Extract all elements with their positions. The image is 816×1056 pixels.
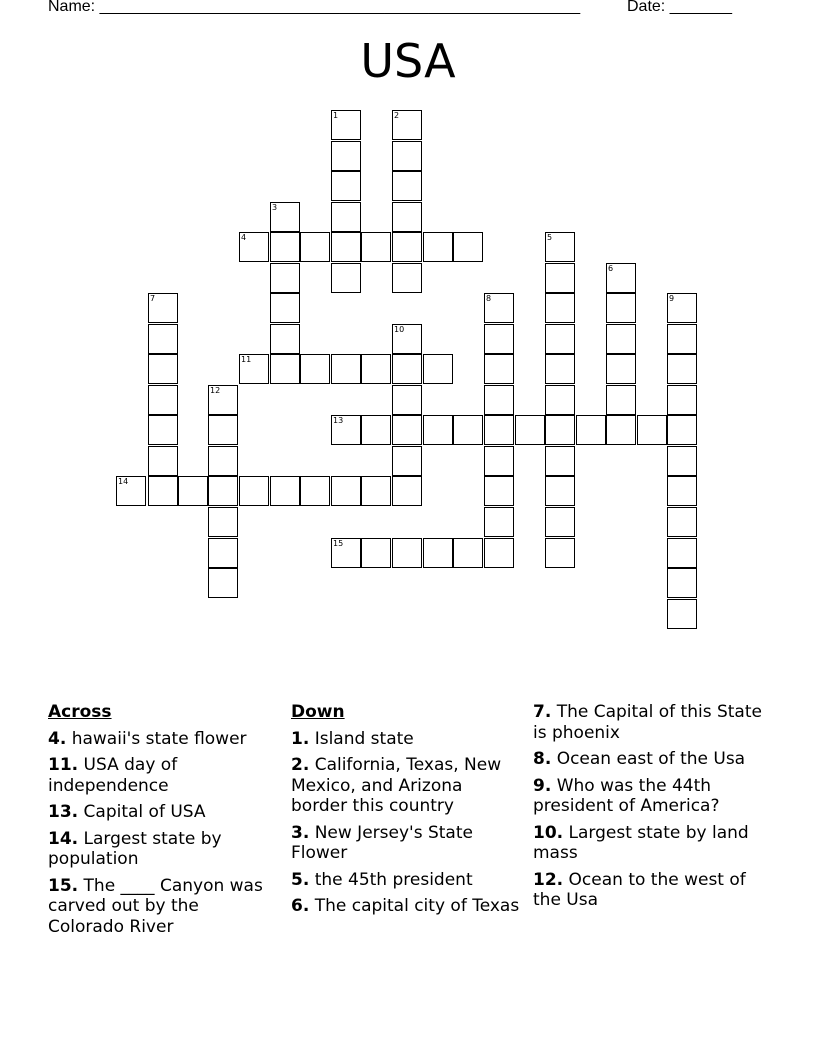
clue-text: Who was the 44th president of America?: [533, 775, 720, 816]
grid-cell[interactable]: [392, 385, 422, 415]
grid-cell[interactable]: [270, 293, 300, 323]
grid-cell[interactable]: [545, 354, 575, 384]
grid-cell[interactable]: [667, 354, 697, 384]
grid-cell[interactable]: [270, 202, 300, 232]
grid-cell[interactable]: [392, 263, 422, 293]
clue-text: Ocean east of the Usa: [556, 749, 746, 769]
clue-text: Largest state by population: [48, 828, 222, 869]
grid-cell[interactable]: [484, 293, 514, 323]
grid-cell[interactable]: [148, 476, 178, 506]
grid-cell[interactable]: [545, 538, 575, 568]
clue-text: The Capital of this State is phoenix: [533, 702, 762, 743]
clue-text: California, Texas, New Mexico, and Arizona border this country: [291, 755, 502, 816]
grid-cell[interactable]: [667, 476, 697, 506]
grid-cell[interactable]: [606, 385, 636, 415]
grid-cell[interactable]: [606, 415, 636, 445]
cell-number: 10: [394, 325, 405, 334]
cell-number: 4: [241, 233, 247, 242]
grid-cell[interactable]: [606, 324, 636, 354]
grid-cell[interactable]: [148, 354, 178, 384]
cell-number: 15: [333, 539, 344, 548]
clue-item: [48, 829, 278, 870]
cell-number: 5: [547, 233, 553, 242]
grid-cell[interactable]: [606, 293, 636, 323]
date-field-label: Date: _______: [627, 0, 732, 15]
grid-cell[interactable]: [576, 415, 606, 445]
grid-cell[interactable]: [239, 354, 269, 384]
grid-cell[interactable]: [148, 324, 178, 354]
down-clues-column: [291, 702, 521, 923]
grid-cell[interactable]: [545, 232, 575, 262]
cell-number: 11: [241, 355, 252, 364]
grid-cell[interactable]: [331, 476, 361, 506]
clue-number: 2.: [291, 755, 310, 775]
cell-number: 3: [272, 203, 278, 212]
grid-cell[interactable]: [453, 415, 483, 445]
grid-cell[interactable]: [270, 263, 300, 293]
clue-text: Ocean to the west of the Usa: [533, 869, 746, 910]
clue-item: [48, 802, 278, 823]
grid-cell[interactable]: [331, 538, 361, 568]
clue-text: Capital of USA: [83, 802, 206, 822]
clue-number: 3.: [291, 822, 310, 843]
grid-cell[interactable]: [208, 568, 238, 598]
clue-item: [291, 823, 521, 864]
grid-cell[interactable]: [270, 324, 300, 354]
grid-cell[interactable]: [331, 263, 361, 293]
grid-cell[interactable]: [667, 568, 697, 598]
grid-cell[interactable]: [361, 415, 391, 445]
clue-number: 8.: [533, 749, 552, 769]
cell-number: 13: [333, 416, 344, 425]
clue-number: 1.: [291, 728, 310, 749]
grid-cell[interactable]: [331, 232, 361, 262]
down-heading: Down: [291, 702, 345, 722]
grid-cell[interactable]: [667, 599, 697, 629]
grid-cell[interactable]: [545, 263, 575, 293]
grid-cell[interactable]: [300, 476, 330, 506]
grid-cell[interactable]: [667, 293, 697, 323]
grid-cell[interactable]: [423, 354, 453, 384]
grid-cell[interactable]: [484, 446, 514, 476]
grid-cell[interactable]: [484, 507, 514, 537]
grid-cell[interactable]: [667, 324, 697, 354]
grid-cell[interactable]: [331, 354, 361, 384]
grid-cell[interactable]: [148, 385, 178, 415]
grid-cell[interactable]: [148, 415, 178, 445]
grid-cell[interactable]: [178, 476, 208, 506]
grid-cell[interactable]: [148, 446, 178, 476]
grid-cell[interactable]: [423, 538, 453, 568]
grid-cell[interactable]: [484, 476, 514, 506]
clue-number: 6.: [291, 896, 310, 916]
across-heading: Across: [48, 702, 112, 722]
grid-cell[interactable]: [392, 202, 422, 232]
name-field-label: Name: ______________________________________________________: [48, 0, 581, 15]
clue-item: [291, 729, 521, 750]
grid-cell[interactable]: [208, 446, 238, 476]
grid-cell[interactable]: [270, 232, 300, 262]
grid-cell[interactable]: [606, 263, 636, 293]
grid-cell[interactable]: [208, 507, 238, 537]
grid-cell[interactable]: [300, 232, 330, 262]
clue-text: hawaii's state flower: [71, 728, 247, 749]
grid-cell[interactable]: [116, 476, 146, 506]
down-clues-continued-column: [533, 702, 763, 917]
clue-number: 9.: [533, 775, 552, 796]
clue-item: [533, 870, 763, 911]
grid-cell[interactable]: [484, 385, 514, 415]
clue-item: [533, 749, 763, 770]
grid-cell[interactable]: [667, 538, 697, 568]
grid-cell[interactable]: [361, 354, 391, 384]
across-clues-column: [48, 702, 278, 943]
grid-cell[interactable]: [545, 446, 575, 476]
grid-cell[interactable]: [484, 415, 514, 445]
grid-cell[interactable]: [667, 507, 697, 537]
clue-text: Largest state by land mass: [533, 822, 749, 863]
grid-cell[interactable]: [208, 385, 238, 415]
grid-cell[interactable]: [239, 476, 269, 506]
clue-text: Island state: [314, 728, 414, 749]
clue-item: [291, 870, 521, 891]
grid-cell[interactable]: [208, 476, 238, 506]
grid-cell[interactable]: [392, 141, 422, 171]
grid-cell[interactable]: [545, 324, 575, 354]
grid-cell[interactable]: [392, 232, 422, 262]
grid-cell[interactable]: [667, 385, 697, 415]
clue-item: [291, 755, 521, 817]
grid-cell[interactable]: [423, 415, 453, 445]
clue-item: [48, 729, 278, 750]
cell-number: 8: [486, 294, 492, 303]
grid-cell[interactable]: [515, 415, 545, 445]
clue-number: 12.: [533, 869, 564, 890]
grid-cell[interactable]: [392, 538, 422, 568]
grid-cell[interactable]: [545, 293, 575, 323]
clue-number: 5.: [291, 869, 310, 890]
grid-cell[interactable]: [148, 293, 178, 323]
clue-item: [533, 776, 763, 817]
clue-text: The capital city of Texas: [314, 896, 520, 916]
grid-cell[interactable]: [423, 232, 453, 262]
grid-cell[interactable]: [392, 476, 422, 506]
clue-number: 7.: [533, 702, 552, 722]
cell-number: 9: [669, 294, 675, 303]
clue-number: 4.: [48, 728, 67, 749]
grid-cell[interactable]: [300, 354, 330, 384]
grid-cell[interactable]: [361, 538, 391, 568]
clue-item: [291, 896, 521, 917]
grid-cell[interactable]: [270, 476, 300, 506]
cell-number: 1: [333, 111, 339, 120]
grid-cell[interactable]: [331, 110, 361, 140]
grid-cell[interactable]: [545, 507, 575, 537]
page-title: USA: [360, 34, 456, 88]
grid-cell[interactable]: [392, 354, 422, 384]
clue-number: 14.: [48, 828, 79, 849]
clue-number: 10.: [533, 822, 564, 843]
grid-cell[interactable]: [392, 171, 422, 201]
grid-cell[interactable]: [361, 476, 391, 506]
clue-text: the 45th president: [314, 869, 473, 890]
clue-number: 13.: [48, 802, 79, 822]
grid-cell[interactable]: [484, 538, 514, 568]
grid-cell[interactable]: [392, 324, 422, 354]
grid-cell[interactable]: [545, 476, 575, 506]
grid-cell[interactable]: [484, 354, 514, 384]
grid-cell[interactable]: [453, 232, 483, 262]
grid-cell[interactable]: [484, 324, 514, 354]
clue-text: New Jersey's State Flower: [291, 822, 473, 863]
cell-number: 12: [210, 386, 221, 395]
grid-cell[interactable]: [270, 354, 300, 384]
grid-cell[interactable]: [606, 354, 636, 384]
grid-cell[interactable]: [453, 538, 483, 568]
clue-item: [533, 823, 763, 864]
grid-cell[interactable]: [331, 415, 361, 445]
cell-number: 7: [150, 294, 156, 303]
grid-cell[interactable]: [208, 538, 238, 568]
grid-cell[interactable]: [331, 202, 361, 232]
clue-text: The ____ Canyon was carved out by the Colorado River: [48, 875, 263, 937]
clue-number: 15.: [48, 875, 79, 896]
cell-number: 14: [118, 477, 129, 486]
grid-cell[interactable]: [392, 415, 422, 445]
grid-cell[interactable]: [361, 232, 391, 262]
grid-cell[interactable]: [331, 171, 361, 201]
grid-cell[interactable]: [239, 232, 269, 262]
cell-number: 6: [608, 264, 614, 273]
clue-item: [48, 876, 278, 938]
clue-text: USA day of independence: [48, 755, 178, 796]
grid-cell[interactable]: [331, 141, 361, 171]
clue-number: 11.: [48, 755, 79, 775]
grid-cell[interactable]: [545, 385, 575, 415]
clue-item: [533, 702, 763, 743]
grid-cell[interactable]: [667, 446, 697, 476]
cell-number: 2: [394, 111, 400, 120]
grid-cell[interactable]: [392, 446, 422, 476]
grid-cell[interactable]: [545, 415, 575, 445]
grid-cell[interactable]: [392, 110, 422, 140]
grid-cell[interactable]: [208, 415, 238, 445]
clue-item: [48, 755, 278, 796]
grid-cell[interactable]: [637, 415, 667, 445]
grid-cell[interactable]: [667, 415, 697, 445]
